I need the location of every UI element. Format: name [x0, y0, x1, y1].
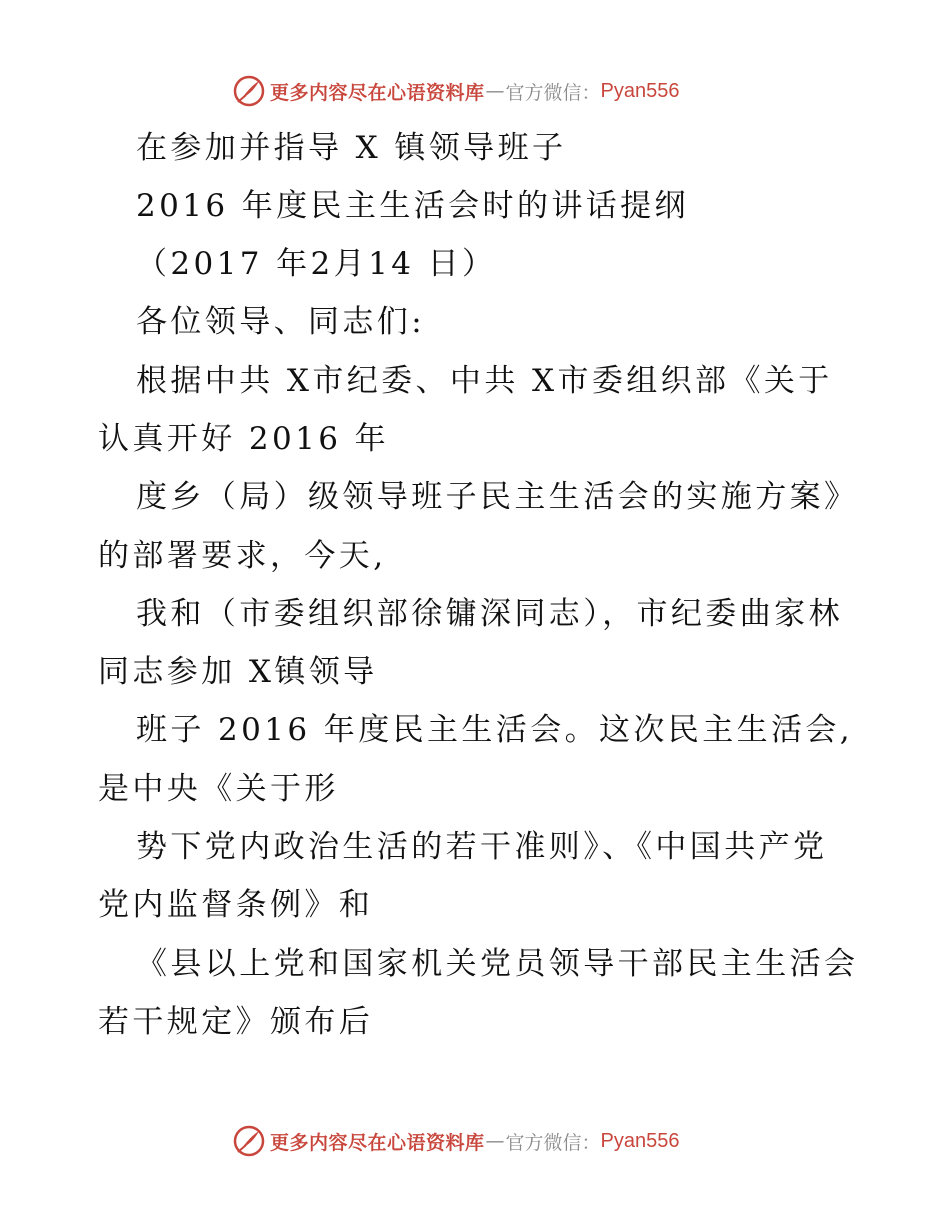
doc-paragraph-line: 党内监督条例》和: [98, 887, 374, 923]
watermark-wechat-id: Pyan556: [600, 1129, 680, 1152]
doc-salutation: 各位领导、同志们:: [136, 304, 426, 340]
doc-title-line-1: 在参加并指导 X 镇领导班子: [136, 130, 567, 166]
feather-seal-icon: [232, 1124, 266, 1158]
watermark-footer: [232, 1124, 680, 1158]
doc-title-line-2: 2016 年度民主生活会时的讲话提纲: [136, 188, 689, 224]
doc-paragraph-line: 同志参加 X镇领导: [98, 654, 378, 690]
watermark-wechat-label: 官方微信：: [505, 81, 601, 104]
watermark-title: 更多内容尽在心语资料库: [270, 81, 485, 104]
doc-paragraph-line: 认真开好 2016 年: [98, 421, 389, 457]
doc-paragraph-line: 势下党内政治生活的若干准则》、《中国共产党: [136, 829, 828, 865]
doc-paragraph-line: 根据中共 X市纪委、中共 X市委组织部《关于: [136, 363, 833, 399]
doc-paragraph-line: 度乡（局）级领导班子民主生活会的实施方案》: [136, 479, 859, 515]
watermark-wechat-label: 官方微信：: [505, 1131, 601, 1154]
watermark-dash: —: [485, 1130, 505, 1152]
doc-date-line: （2017 年2月14 日）: [136, 246, 497, 282]
doc-paragraph-line: 是中央《关于形: [98, 771, 339, 807]
doc-paragraph-line: 我和（市委组织部徐镛深同志），市纪委曲家林: [136, 596, 843, 632]
doc-paragraph-line: 的部署要求，今天,: [98, 538, 387, 574]
watermark-wechat-id: Pyan556: [600, 79, 680, 102]
doc-paragraph-line: 班子 2016 年度民主生活会。这次民主生活会,: [136, 712, 854, 748]
doc-paragraph-line: 《县以上党和国家机关党员领导干部民主生活会: [136, 946, 859, 982]
watermark-dash: —: [485, 80, 505, 102]
watermark-title: 更多内容尽在心语资料库: [270, 1131, 485, 1154]
doc-paragraph-line: 若干规定》颁布后: [98, 1004, 374, 1040]
